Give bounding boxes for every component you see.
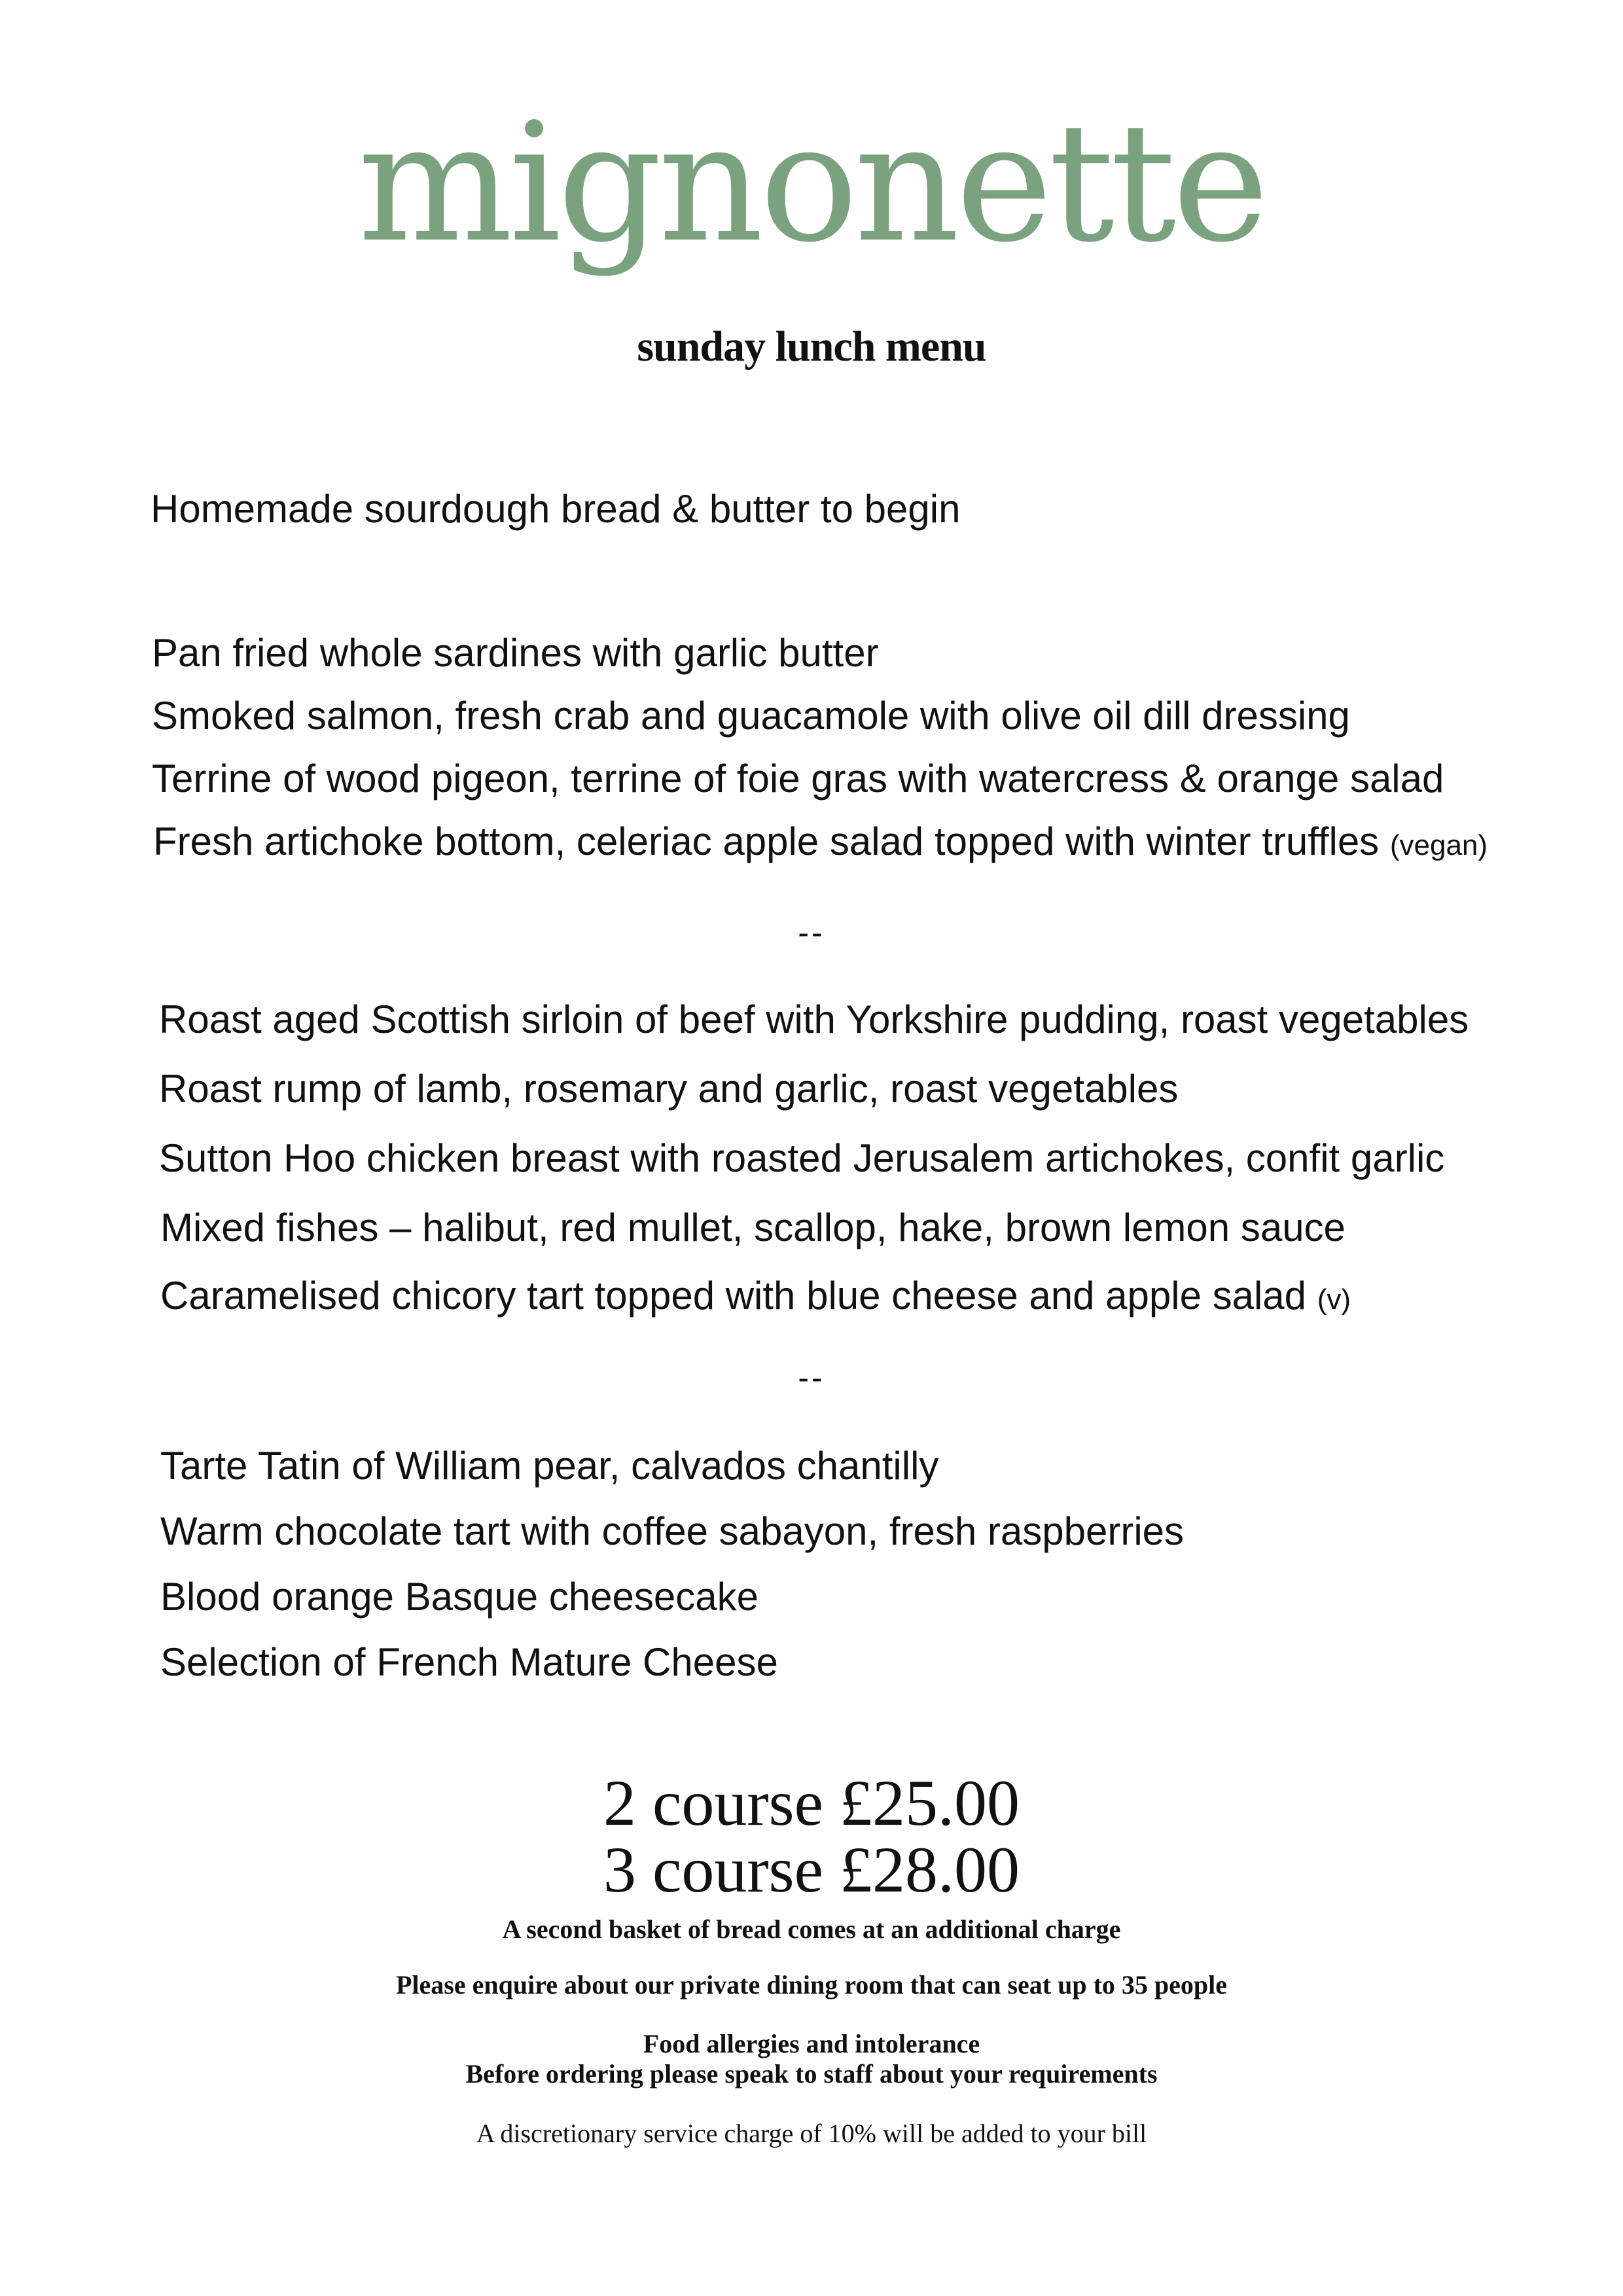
- dessert-item: [160, 1508, 1184, 1555]
- starter-item: [152, 692, 1350, 740]
- main-item: [160, 1204, 1346, 1251]
- three-course-price: 3 course £28.00: [603, 1833, 1020, 1906]
- menu-title: sunday lunch menu: [637, 323, 986, 370]
- main-item: [160, 1272, 1351, 1323]
- starter-name: Fresh artichoke bottom, celeriac apple salad topped with winter truffles: [153, 819, 1380, 863]
- starter-item: [152, 755, 1444, 802]
- dessert-item: [160, 1573, 758, 1621]
- bread-intro: Homemade sourdough bread & butter to begin: [151, 487, 961, 531]
- dietary-note-vegetarian: (v): [1317, 1283, 1351, 1316]
- main-name: Sutton Hoo chicken breast with roasted Jerusalem artichokes, confit garlic: [159, 1136, 1445, 1180]
- starter-name: Smoked salmon, fresh crab and guacamole with olive oil dill dressing: [152, 694, 1350, 738]
- course-separator: --: [798, 914, 825, 951]
- allergy-note: Before ordering please speak to staff about your requirements: [465, 2059, 1158, 2089]
- starter-item: [153, 818, 1488, 869]
- main-item: [159, 1066, 1178, 1113]
- dessert-item: [160, 1639, 778, 1686]
- dessert-name: Selection of French Mature Cheese: [160, 1640, 778, 1684]
- mignonette-logo: mignonette: [357, 88, 1266, 278]
- main-name: Mixed fishes – halibut, red mullet, scallop, hake, brown lemon sauce: [160, 1206, 1346, 1249]
- service-charge-note: A discretionary service charge of 10% will be added to your bill: [476, 2119, 1147, 2148]
- dietary-note-vegan: (vegan): [1389, 829, 1488, 861]
- bread-charge-note: A second basket of bread comes at an additional charge: [502, 1914, 1121, 1944]
- main-name: Roast aged Scottish sirloin of beef with Yorkshire pudding, roast vegetables: [159, 997, 1469, 1041]
- starter-name: Terrine of wood pigeon, terrine of foie gras with watercress & orange salad: [152, 757, 1444, 800]
- main-name: Caramelised chicory tart topped with blue cheese and apple salad: [160, 1274, 1307, 1318]
- dessert-item: [160, 1443, 938, 1490]
- dessert-name: Tarte Tatin of William pear, calvados chantilly: [160, 1444, 939, 1488]
- starter-name: Pan fried whole sardines with garlic butter: [152, 631, 879, 675]
- allergy-title: Food allergies and intolerance: [643, 2029, 980, 2058]
- private-dining-note: Please enquire about our private dining room that can seat up to 35 people: [395, 1970, 1228, 2000]
- main-item: [159, 996, 1469, 1043]
- main-name: Roast rump of lamb, rosemary and garlic, roast vegetables: [159, 1067, 1179, 1111]
- two-course-price: 2 course £25.00: [603, 1767, 1020, 1839]
- dessert-name: Warm chocolate tart with coffee sabayon, fresh raspberries: [160, 1509, 1185, 1553]
- dessert-name: Blood orange Basque cheesecake: [160, 1575, 759, 1619]
- starter-item: [152, 630, 879, 677]
- main-item: [159, 1135, 1444, 1182]
- course-separator: --: [798, 1359, 825, 1396]
